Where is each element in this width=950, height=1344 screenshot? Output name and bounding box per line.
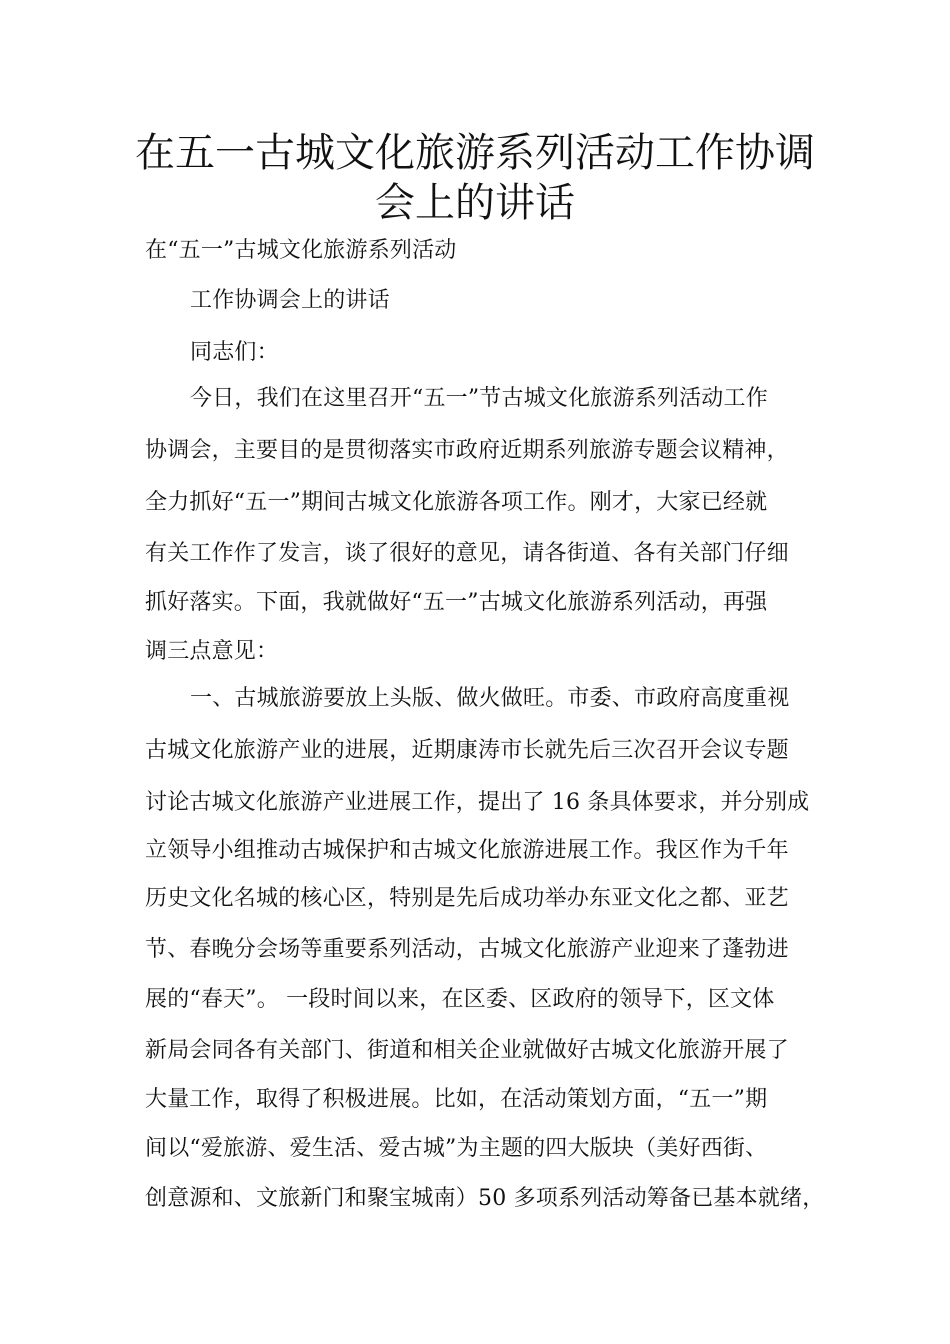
body-line: 调三点意见： xyxy=(145,639,279,664)
document-title-line-2: 会上的讲话 xyxy=(375,180,575,226)
body-line: 节、春晚分会场等重要系列活动，古城文化旅游产业迎来了蓬勃进 xyxy=(145,937,789,962)
body-line: 展的“春天”。 一段时间以来，在区委、区政府的领导下，区文体 xyxy=(145,987,775,1012)
document-title-line-1: 在五一古城文化旅游系列活动工作协调 xyxy=(135,130,815,176)
body-line: 历史文化名城的核心区，特别是先后成功举办东亚文化之都、亚艺 xyxy=(145,886,789,911)
body-line: 大量工作，取得了积极进展。比如，在活动策划方面，“五一”期 xyxy=(145,1087,768,1112)
body-line: 讨论古城文化旅游产业进展工作，提出了 16 条具体要求，并分别成 xyxy=(145,790,810,815)
body-line: 一、古城旅游要放上头版、做火做旺。市委、市政府高度重视 xyxy=(190,686,790,711)
body-line: 立领导小组推动古城保护和古城文化旅游进展工作。我区作为千年 xyxy=(145,838,789,863)
subtitle-line-1: 在“五一”古城文化旅游系列活动 xyxy=(145,238,457,263)
body-line: 抓好落实。下面，我就做好“五一”古城文化旅游系列活动，再强 xyxy=(145,590,768,615)
body-line: 古城文化旅游产业的进展，近期康涛市长就先后三次召开会议专题 xyxy=(145,738,789,763)
body-line: 今日，我们在这里召开“五一”节古城文化旅游系列活动工作 xyxy=(190,386,768,411)
subtitle-line-2: 工作协调会上的讲话 xyxy=(190,288,390,313)
body-line: 间以“爱旅游、爱生活、爱古城”为主题的四大版块（美好西街、 xyxy=(145,1136,768,1161)
salutation: 同志们： xyxy=(190,340,279,365)
body-line: 创意源和、文旅新门和聚宝城南）50 多项系列活动筹备已基本就绪， xyxy=(145,1186,825,1211)
body-line: 协调会，主要目的是贯彻落实市政府近期系列旅游专题会议精神， xyxy=(145,438,789,463)
body-line: 有关工作作了发言，谈了很好的意见，请各街道、各有关部门仔细 xyxy=(145,541,789,566)
body-line: 新局会同各有关部门、街道和相关企业就做好古城文化旅游开展了 xyxy=(145,1038,789,1063)
body-line: 全力抓好“五一”期间古城文化旅游各项工作。刚才，大家已经就 xyxy=(145,490,768,515)
